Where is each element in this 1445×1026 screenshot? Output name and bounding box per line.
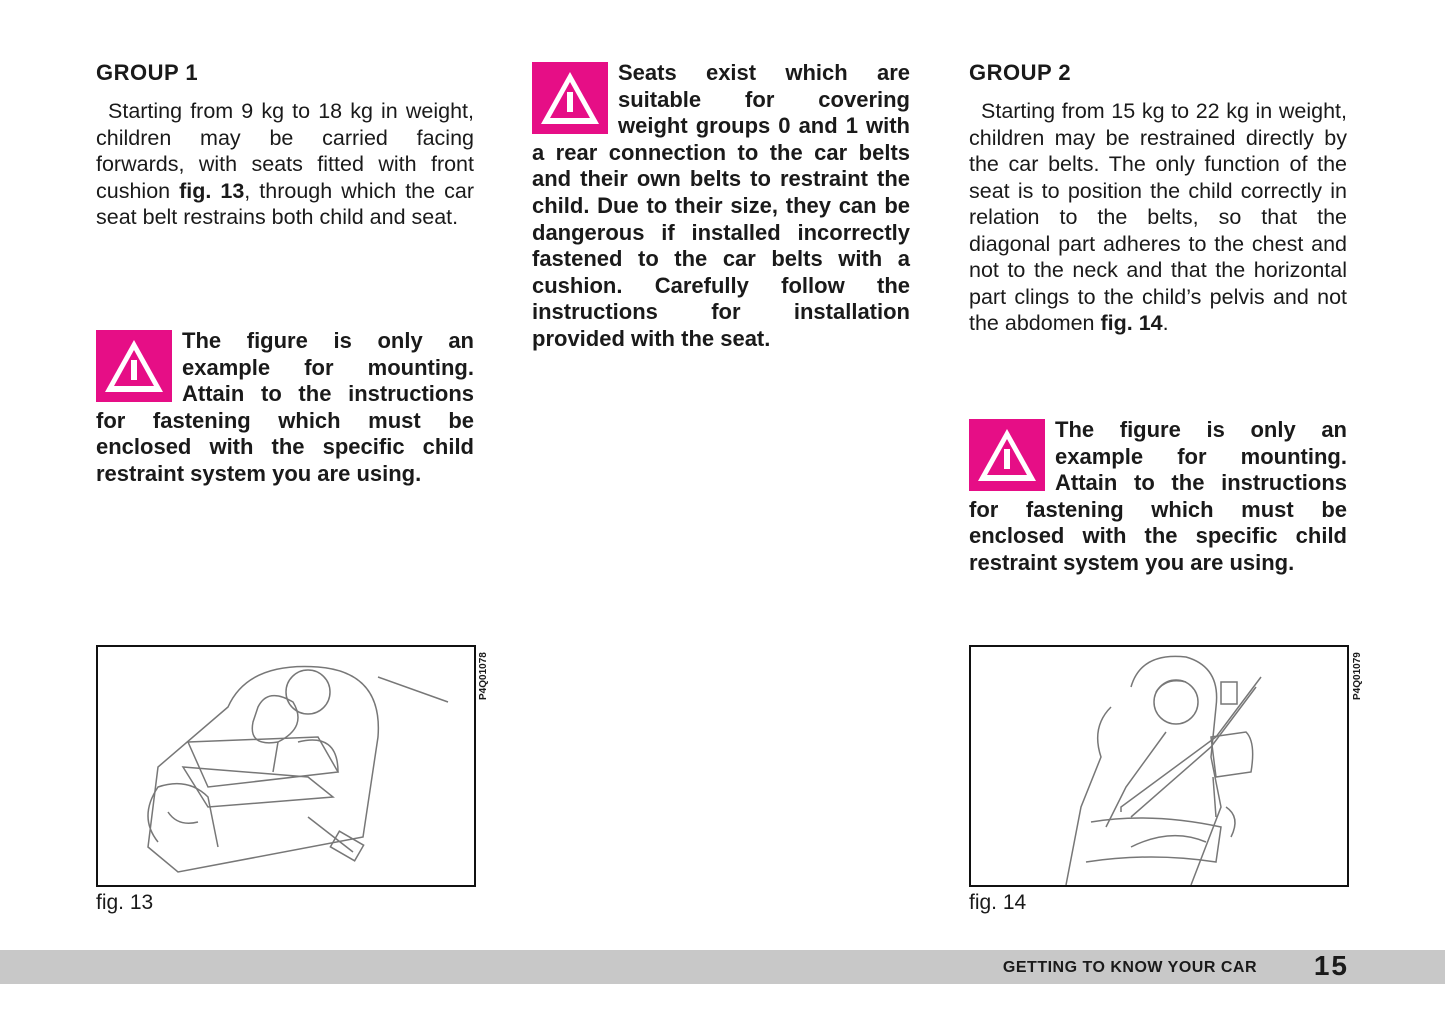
fig14-reference: fig. 14: [1100, 311, 1163, 335]
figure-14: [969, 645, 1349, 887]
warning-triangle-icon: [969, 419, 1045, 491]
group2-heading: GROUP 2: [969, 60, 1072, 85]
left-column: [96, 60, 474, 231]
group1-heading: GROUP 1: [96, 60, 199, 85]
warning-text: Seats exist which are suitable for covering weight groups 0 and 1 with a rear connection to the car belts and their own belts to restraint the child. Due to their size, they can be dangerous if installed incorrectly fastened to the car belts with a cushion. Carefully follow the instructions for installation provided with the seat.: [532, 60, 910, 351]
page-number: 15: [1313, 950, 1349, 981]
warning-triangle-icon: [532, 62, 608, 134]
figure-13-caption: fig. 13: [96, 891, 154, 914]
group2-body: Starting from 15 kg to 22 kg in weight, children may be restrained directly by the car belts. The only function of the seat is to position the child correctly in relation to the belts, so that the diagonal part adheres to the chest and not to the neck and that the horizontal part clings to the child’s pelvis and not the abdomen fig. 14.: [969, 99, 1347, 335]
left-warning: [96, 328, 474, 488]
warning-triangle-icon: [96, 330, 172, 402]
right-warning: [969, 417, 1347, 577]
child-seat-group1-illustration: [98, 647, 474, 885]
fig13-reference: fig. 13: [179, 178, 245, 203]
group1-body: Starting from 9 kg to 18 kg in weight, children may be carried facing forwards, with seats fitted with front cushion fig. 13, through which the car seat belt restrains both child and seat.: [96, 99, 474, 229]
child-seat-group2-illustration: [971, 647, 1347, 885]
figure-13: [96, 645, 476, 887]
right-column: [969, 60, 1347, 337]
footer-section-title: GETTING TO KNOW YOUR CAR: [1002, 959, 1257, 976]
figure-14-code: P4Q01079: [1352, 652, 1363, 700]
warning-text: The figure is only an example for mounting. Attain to the instructions for fastening which must be enclosed with the specific child restraint system you are using.: [969, 417, 1347, 575]
figure-13-code: P4Q01078: [478, 652, 489, 700]
figure-14-caption: fig. 14: [969, 891, 1027, 914]
warning-text: The figure is only an example for mounting. Attain to the instructions for fastening which must be enclosed with the specific child restraint system you are using.: [96, 328, 474, 486]
middle-warning: [532, 60, 910, 353]
